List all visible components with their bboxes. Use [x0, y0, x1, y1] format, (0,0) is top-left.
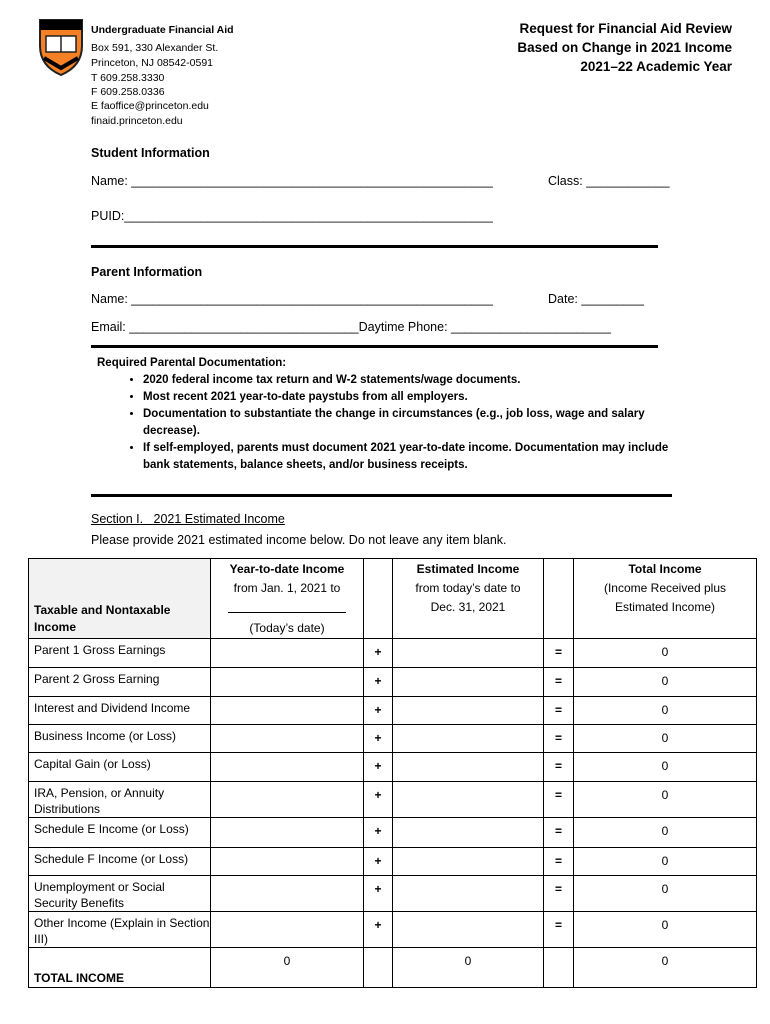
- income-row-label: Other Income (Explain in Section III): [29, 912, 211, 948]
- requirements-list: [97, 372, 677, 474]
- estimated-input-cell[interactable]: [393, 639, 544, 668]
- grand-total-value: 0: [574, 948, 757, 988]
- equals-sign: =: [544, 697, 574, 725]
- table-row: [29, 876, 757, 912]
- row-total-value: 0: [574, 697, 757, 725]
- estimated-input-cell[interactable]: [393, 912, 544, 948]
- required-documentation: [97, 355, 677, 474]
- table-row: [29, 725, 757, 753]
- equals-sign: =: [544, 912, 574, 948]
- parent-name-field[interactable]: Name: ____________________________________________________: [91, 292, 493, 306]
- table-row: [29, 818, 757, 848]
- ytd-input-cell[interactable]: [211, 848, 364, 876]
- parent-info-heading: Parent Information: [91, 265, 203, 279]
- divider: [91, 245, 658, 248]
- estimated-input-cell[interactable]: [393, 725, 544, 753]
- equals-sign: =: [544, 639, 574, 668]
- estimated-input-cell[interactable]: [393, 782, 544, 818]
- table-row: [29, 848, 757, 876]
- equals-sign: =: [544, 848, 574, 876]
- row-total-value: 0: [574, 725, 757, 753]
- plus-sign: +: [364, 912, 393, 948]
- income-type-header: Taxable and Nontaxable Income: [29, 559, 211, 639]
- estimated-input-cell[interactable]: [393, 876, 544, 912]
- form-title: [412, 19, 732, 76]
- row-total-value: 0: [574, 668, 757, 697]
- princeton-shield-logo: [38, 16, 84, 76]
- ytd-input-cell[interactable]: [211, 912, 364, 948]
- income-row-label: Unemployment or Social Security Benefits: [29, 876, 211, 912]
- student-puid-field[interactable]: PUID:_____________________________________________________: [91, 209, 493, 223]
- email-address: E faoffice@princeton.edu: [91, 100, 209, 112]
- office-name: Undergraduate Financial Aid: [91, 24, 234, 36]
- address-line-1: Box 591, 330 Alexander St.: [91, 42, 219, 54]
- equals-sign: =: [544, 753, 574, 782]
- plus-sign: +: [364, 782, 393, 818]
- ytd-header: Year-to-date Income from Jan. 1, 2021 to (Today’s date): [211, 559, 364, 639]
- income-table: [28, 558, 757, 988]
- table-row: [29, 753, 757, 782]
- income-row-label: Interest and Dividend Income: [29, 697, 211, 725]
- parent-email-phone-field[interactable]: Email: _________________________________Daytime Phone: _______________________: [91, 320, 611, 334]
- table-row: [29, 639, 757, 668]
- form-title-line-3: 2021–22 Academic Year: [580, 59, 732, 74]
- plus-sign: +: [364, 668, 393, 697]
- header-spacer: [364, 559, 393, 639]
- student-name-field[interactable]: Name: ____________________________________________________: [91, 174, 493, 188]
- fax-number: F 609.258.0336: [91, 86, 165, 98]
- list-item: • Most recent 2021 year-to-date paystubs from all employers.: [143, 389, 677, 406]
- table-row: [29, 912, 757, 948]
- ytd-input-cell[interactable]: [211, 639, 364, 668]
- student-class-field[interactable]: Class: ____________: [548, 174, 670, 188]
- table-row: [29, 782, 757, 818]
- plus-sign: +: [364, 848, 393, 876]
- ytd-input-cell[interactable]: [211, 697, 364, 725]
- form-title-line-1: Request for Financial Aid Review: [519, 21, 732, 36]
- header-spacer: [544, 559, 574, 639]
- estimated-header: Estimated Income from today’s date to Dec. 31, 2021: [393, 559, 544, 639]
- address-line-2: Princeton, NJ 08542-0591: [91, 57, 213, 69]
- row-spacer: [544, 948, 574, 988]
- total-income-row: [29, 948, 757, 988]
- row-total-value: 0: [574, 753, 757, 782]
- income-row-label: Schedule E Income (or Loss): [29, 818, 211, 848]
- ytd-input-cell[interactable]: [211, 725, 364, 753]
- website: finaid.princeton.edu: [91, 115, 183, 127]
- estimated-input-cell[interactable]: [393, 848, 544, 876]
- divider: [91, 345, 658, 348]
- equals-sign: =: [544, 876, 574, 912]
- estimated-total-value: 0: [393, 948, 544, 988]
- divider: [91, 494, 672, 497]
- income-row-label: Parent 1 Gross Earnings: [29, 639, 211, 668]
- row-total-value: 0: [574, 639, 757, 668]
- today-date-blank[interactable]: [228, 598, 346, 613]
- parent-date-field[interactable]: Date: _________: [548, 292, 644, 306]
- income-row-label: Parent 2 Gross Earning: [29, 668, 211, 697]
- total-header: Total Income (Income Received plus Estimated Income): [574, 559, 757, 639]
- table-header-row: [29, 559, 757, 639]
- equals-sign: =: [544, 725, 574, 753]
- list-item: • If self-employed, parents must document 2021 year-to-date income. Documentation may include bank statements, balance sheets, and/or business receipts.: [143, 440, 677, 474]
- list-item: • Documentation to substantiate the change in circumstances (e.g., job loss, wage and salary decrease).: [143, 406, 677, 440]
- ytd-input-cell[interactable]: [211, 782, 364, 818]
- student-info-heading: Student Information: [91, 146, 210, 160]
- table-row: [29, 697, 757, 725]
- ytd-input-cell[interactable]: [211, 876, 364, 912]
- estimated-input-cell[interactable]: [393, 697, 544, 725]
- estimated-input-cell[interactable]: [393, 818, 544, 848]
- equals-sign: =: [544, 782, 574, 818]
- ytd-input-cell[interactable]: [211, 753, 364, 782]
- equals-sign: =: [544, 818, 574, 848]
- ytd-total-value: 0: [211, 948, 364, 988]
- estimated-input-cell[interactable]: [393, 668, 544, 697]
- ytd-input-cell[interactable]: [211, 668, 364, 697]
- plus-sign: +: [364, 725, 393, 753]
- row-total-value: 0: [574, 912, 757, 948]
- section-1-heading: Section I. 2021 Estimated Income: [91, 512, 285, 526]
- row-total-value: 0: [574, 782, 757, 818]
- income-row-label: Capital Gain (or Loss): [29, 753, 211, 782]
- plus-sign: +: [364, 697, 393, 725]
- required-documentation-heading: Required Parental Documentation:: [97, 357, 287, 369]
- estimated-input-cell[interactable]: [393, 753, 544, 782]
- ytd-input-cell[interactable]: [211, 818, 364, 848]
- income-row-label: Schedule F Income (or Loss): [29, 848, 211, 876]
- plus-sign: +: [364, 876, 393, 912]
- plus-sign: +: [364, 753, 393, 782]
- table-row: [29, 668, 757, 697]
- income-row-label: Business Income (or Loss): [29, 725, 211, 753]
- equals-sign: =: [544, 668, 574, 697]
- plus-sign: +: [364, 639, 393, 668]
- form-title-line-2: Based on Change in 2021 Income: [517, 40, 732, 55]
- section-1-instruction: Please provide 2021 estimated income below. Do not leave any item blank.: [91, 533, 507, 547]
- income-row-label: IRA, Pension, or Annuity Distributions: [29, 782, 211, 818]
- row-total-value: 0: [574, 818, 757, 848]
- list-item: • 2020 federal income tax return and W-2 statements/wage documents.: [143, 372, 677, 389]
- row-total-value: 0: [574, 848, 757, 876]
- total-income-label: TOTAL INCOME: [29, 948, 211, 988]
- row-spacer: [364, 948, 393, 988]
- phone-number: T 609.258.3330: [91, 72, 165, 84]
- row-total-value: 0: [574, 876, 757, 912]
- plus-sign: +: [364, 818, 393, 848]
